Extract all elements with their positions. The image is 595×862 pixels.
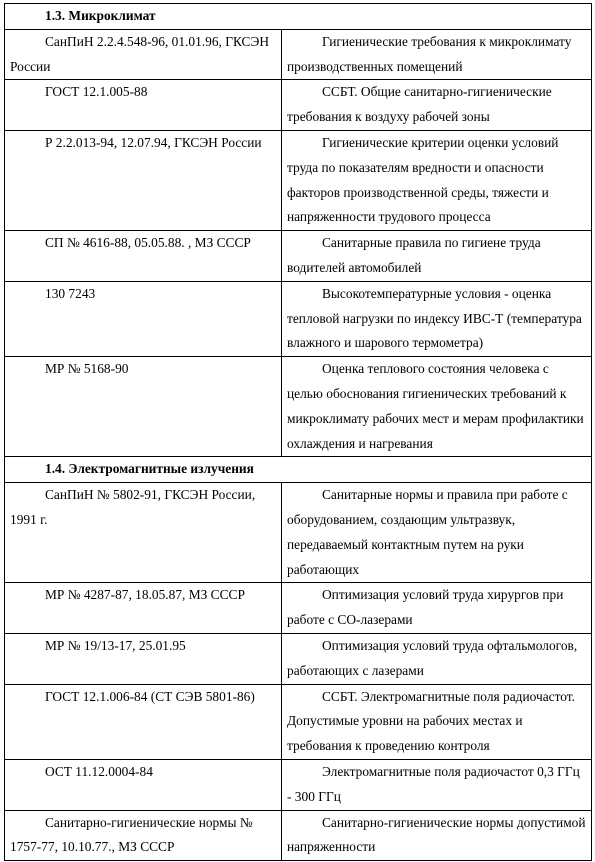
table-row — [5, 29, 592, 80]
document-title-cell: Оценка теплового состояния человека с целью обоснования гигиенических требований к микроклимату рабочих мест и мерам профилактики охлаждения и нагревания — [282, 357, 592, 457]
document-title-cell: Высокотемпературные условия - оценка тепловой нагрузки по индексу ИВС-Т (температура влажного и шарового термометра) — [282, 281, 592, 356]
document-code-cell: ГОСТ 12.1.005-88 — [5, 80, 282, 131]
section-header-row — [5, 4, 592, 30]
table-row — [5, 483, 592, 583]
normative-documents-table — [4, 3, 592, 861]
table-row — [5, 130, 592, 230]
document-title-cell: Гигиенические требования к микроклимату производственных помещений — [282, 29, 592, 80]
table-row — [5, 583, 592, 634]
section-heading: 1.3. Микроклимат — [5, 4, 592, 30]
document-title-cell: ССБТ. Электромагнитные поля радиочастот. Допустимые уровни на рабочих местах и требования к проведению контроля — [282, 684, 592, 759]
document-code-cell: Р 2.2.013-94, 12.07.94, ГКСЭН России — [5, 130, 282, 230]
section-header-row — [5, 457, 592, 483]
table-row — [5, 684, 592, 759]
table-body — [5, 4, 592, 861]
document-title-cell: Оптимизация условий труда офтальмологов, работающих с лазерами — [282, 633, 592, 684]
document-code-cell: Санитарно-гигиенические нормы № 1757-77, 10.10.77., МЗ СССР — [5, 810, 282, 861]
document-title-cell: Санитарно-гигиенические нормы допустимой напряженности — [282, 810, 592, 861]
table-row — [5, 357, 592, 457]
document-code-cell: СанПиН № 5802-91, ГКСЭН России, 1991 г. — [5, 483, 282, 583]
document-code-cell: 130 7243 — [5, 281, 282, 356]
document-code-cell: СанПиН 2.2.4.548-96, 01.01.96, ГКСЭН России — [5, 29, 282, 80]
document-code-cell: МР № 4287-87, 18.05.87, МЗ СССР — [5, 583, 282, 634]
document-title-cell: Электромагнитные поля радиочастот 0,3 ГГц - 300 ГГц — [282, 759, 592, 810]
table-row — [5, 281, 592, 356]
table-row — [5, 810, 592, 861]
document-code-cell: ОСТ 11.12.0004-84 — [5, 759, 282, 810]
document-code-cell: МР № 5168-90 — [5, 357, 282, 457]
table-row — [5, 633, 592, 684]
section-heading: 1.4. Электромагнитные излучения — [5, 457, 592, 483]
document-title-cell: Санитарные нормы и правила при работе с оборудованием, создающим ультразвук, передаваемый контактным путем на руки работающих — [282, 483, 592, 583]
table-row — [5, 759, 592, 810]
document-title-cell: ССБТ. Общие санитарно-гигиенические требования к воздуху рабочей зоны — [282, 80, 592, 131]
document-title-cell: Санитарные правила по гигиене труда водителей автомобилей — [282, 231, 592, 282]
document-code-cell: МР № 19/13-17, 25.01.95 — [5, 633, 282, 684]
table-row — [5, 231, 592, 282]
document-title-cell: Гигиенические критерии оценки условий труда по показателям вредности и опасности факторов производственной среды, тяжести и напряженности трудового процесса — [282, 130, 592, 230]
document-code-cell: ГОСТ 12.1.006-84 (СТ СЭВ 5801-86) — [5, 684, 282, 759]
table-row — [5, 80, 592, 131]
document-title-cell: Оптимизация условий труда хирургов при работе с СО-лазерами — [282, 583, 592, 634]
document-code-cell: СП № 4616-88, 05.05.88. , МЗ СССР — [5, 231, 282, 282]
